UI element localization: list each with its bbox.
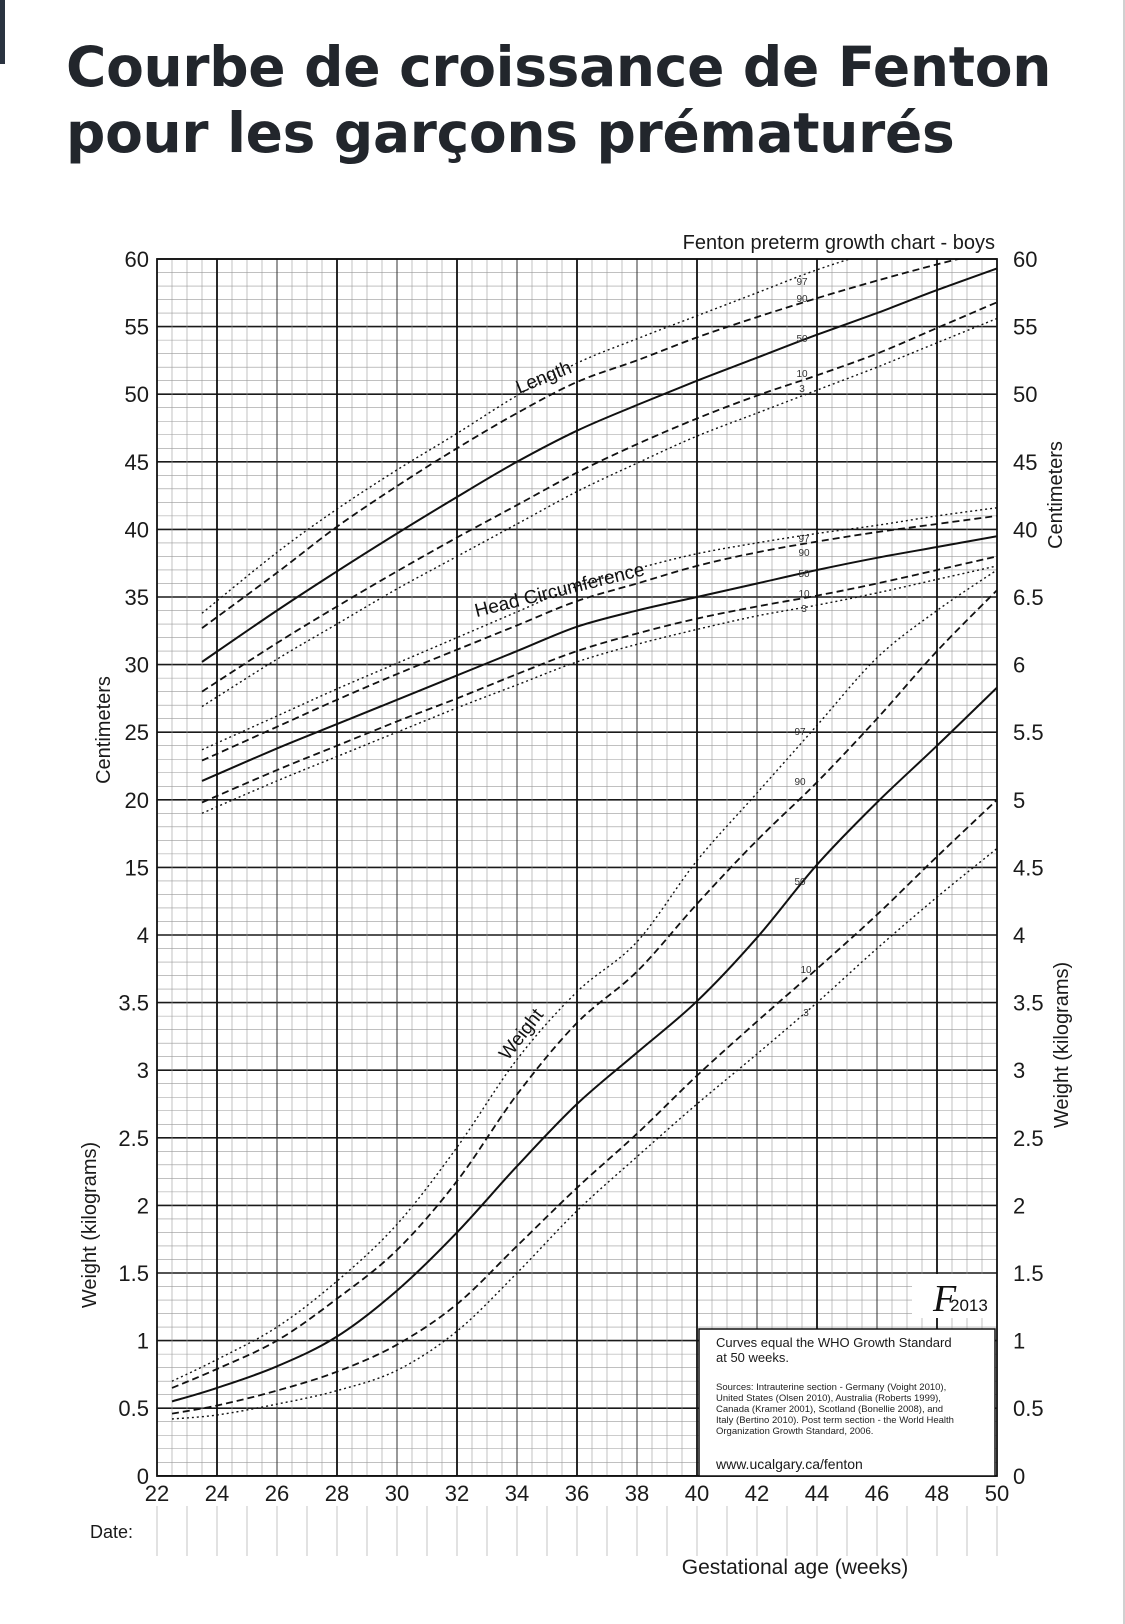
right-tick-label: 5 <box>1013 787 1026 813</box>
right-tick-label: 3.5 <box>1013 990 1044 1016</box>
x-tick-label: 38 <box>624 1481 650 1506</box>
sources-line-2: United States (Olsen 2010), Australia (Roberts 1999), <box>716 1393 941 1404</box>
x-tick-label: 26 <box>264 1481 290 1506</box>
left-tick-label: 1.5 <box>118 1261 149 1286</box>
right-tick-label: 1 <box>1013 1328 1026 1354</box>
right-tick-label: 4.5 <box>1013 855 1044 881</box>
left-tick-label: 2 <box>136 1193 149 1219</box>
left-tick-label: 25 <box>124 720 149 746</box>
left-tick-label: 45 <box>124 449 149 475</box>
fenton-logo-year: 2013 <box>950 1296 988 1315</box>
right-tick-label: 50 <box>1013 382 1038 408</box>
right-tick-label: 40 <box>1013 517 1038 543</box>
x-axis-label: Gestational age (weeks) <box>681 1556 909 1579</box>
left-tick-label: 2.5 <box>118 1125 149 1151</box>
left-tick-label: 20 <box>124 787 149 813</box>
head-circumference-p97-label: 97 <box>798 534 810 545</box>
head-circumference-p3-label: 3 <box>801 604 807 615</box>
right-tick-label: 6.5 <box>1013 585 1044 610</box>
weight-curve-label: Weight <box>495 1004 549 1065</box>
x-tick-label: 44 <box>804 1481 830 1506</box>
x-tick-label: 34 <box>504 1481 530 1506</box>
right-tick-label: 55 <box>1013 314 1038 340</box>
left-tick-label: 30 <box>124 652 149 678</box>
weight-p3-label: 3 <box>803 1008 809 1019</box>
head-circumference-p50-label: 50 <box>798 569 810 580</box>
right-tick-label: 2 <box>1013 1193 1026 1219</box>
length-p50-label: 50 <box>796 334 808 345</box>
fenton-logo-letter: F <box>933 1278 957 1320</box>
right-tick-label: 2.5 <box>1013 1125 1044 1151</box>
left-tick-label: 15 <box>124 855 149 881</box>
date-label: Date: <box>90 1522 134 1542</box>
x-tick-label: 42 <box>744 1481 770 1506</box>
weight-p90-label: 90 <box>794 777 806 788</box>
sources-line-5: Organization Growth Standard, 2006. <box>716 1426 874 1437</box>
left-tick-label: 3.5 <box>118 990 149 1016</box>
right-tick-label: 45 <box>1013 449 1038 475</box>
x-tick-label: 36 <box>564 1481 590 1506</box>
x-tick-label: 40 <box>684 1481 710 1506</box>
left-y-label-lower: Weight (kilograms) <box>79 1141 101 1309</box>
right-tick-label: 4 <box>1013 923 1026 948</box>
x-tick-label: 24 <box>204 1481 230 1506</box>
x-tick-label: 28 <box>324 1481 350 1506</box>
left-tick-label: 60 <box>124 247 149 272</box>
left-tick-label: 0.5 <box>118 1396 149 1422</box>
length-p97-label: 97 <box>796 277 808 288</box>
left-tick-label: 4 <box>136 923 149 948</box>
sources-line-3: Canada (Kramer 2001), Scotland (Bonellie 2008), and <box>716 1404 944 1415</box>
chart-title: Fenton preterm growth chart - boys <box>682 232 995 254</box>
length-p10-label: 10 <box>796 369 808 380</box>
head-circumference-p10-label: 10 <box>798 589 810 600</box>
x-tick-label: 46 <box>864 1481 890 1506</box>
left-tick-label: 55 <box>124 314 149 340</box>
right-y-label-lower: Weight (kilograms) <box>1051 961 1073 1129</box>
page-title-line-2: pour les garçons prématurés <box>66 101 955 165</box>
right-tick-label: 5.5 <box>1013 720 1044 746</box>
left-tick-label: 40 <box>124 517 149 543</box>
x-tick-label: 30 <box>384 1481 410 1506</box>
x-tick-label: 50 <box>984 1481 1010 1506</box>
weight-p50-label: 50 <box>794 877 806 888</box>
page-title-line-1: Courbe de croissance de Fenton <box>66 35 1052 99</box>
head-circumference-p90-label: 90 <box>798 548 810 559</box>
left-y-label-upper: Centimeters <box>93 676 115 784</box>
length-p3-label: 3 <box>799 384 805 395</box>
x-tick-label: 48 <box>924 1481 950 1506</box>
left-tick-label: 35 <box>124 585 149 610</box>
right-y-label-upper: Centimeters <box>1045 441 1067 549</box>
left-tick-label: 50 <box>124 382 149 408</box>
note-line-1: Curves equal the WHO Growth Standard <box>716 1335 952 1350</box>
note-line-2: at 50 weeks. <box>716 1350 789 1365</box>
right-tick-label: 1.5 <box>1013 1261 1044 1286</box>
right-tick-label: 3 <box>1013 1058 1026 1084</box>
sources-line-1: Sources: Intrauterine section - Germany (Voight 2010), <box>716 1382 947 1393</box>
length-p90-label: 90 <box>796 294 808 305</box>
right-tick-label: 60 <box>1013 247 1038 272</box>
right-tick-label: 6 <box>1013 652 1026 678</box>
right-tick-label: 0 <box>1013 1463 1026 1489</box>
x-tick-label: 32 <box>444 1481 470 1506</box>
right-tick-label: 0.5 <box>1013 1396 1044 1422</box>
weight-p10-label: 10 <box>800 965 812 976</box>
left-tick-label: 1 <box>136 1328 149 1354</box>
url-text: www.ucalgary.ca/fenton <box>716 1456 863 1472</box>
x-tick-label: 22 <box>144 1481 170 1506</box>
left-tick-label: 3 <box>136 1058 149 1084</box>
length-curve-label: Length <box>513 357 575 399</box>
sources-line-4: Italy (Bertino 2010). Post term section - the World Health <box>716 1415 954 1426</box>
head-circumference-curve-label: Head Circumference <box>472 559 647 622</box>
left-tick-label: 0 <box>136 1463 149 1489</box>
weight-p97-label: 97 <box>794 727 806 738</box>
